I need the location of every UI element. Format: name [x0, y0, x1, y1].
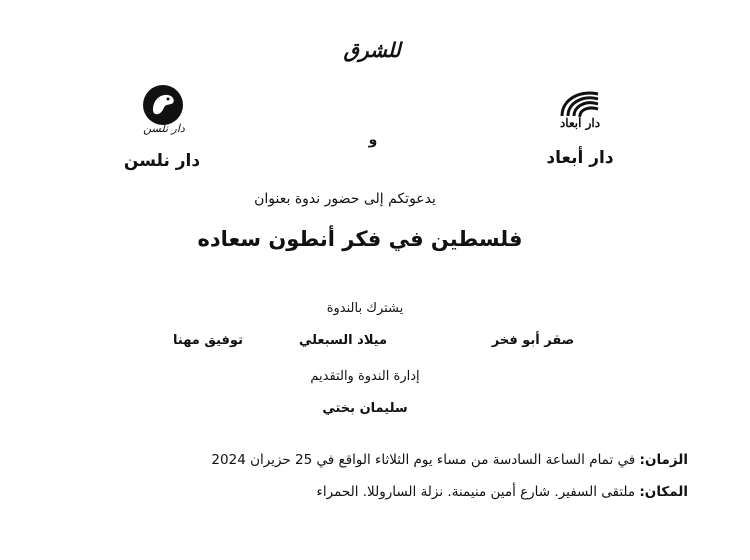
- conjunction: و: [368, 132, 378, 148]
- speaker-name: صقر أبو فخر: [491, 333, 575, 348]
- place-value: ملتقى السفير. شارع أمين منيمنة. نزلة الساروللا. الحمراء: [316, 484, 640, 500]
- moderation-label: إدارة الندوة والتقديم: [310, 369, 420, 384]
- nelson-logo-caption: دار نلسن: [143, 122, 185, 135]
- time-label: الزمان:: [639, 452, 688, 468]
- invitation-line: يدعوتكم إلى حضور ندوة بعنوان: [254, 191, 436, 207]
- time-value: في تمام الساعة السادسة من مساء يوم الثلاثاء الواقع في 25 حزيران 2024: [211, 452, 640, 468]
- participants-label: يشترك بالندوة: [326, 301, 404, 316]
- place-line: [317, 484, 688, 500]
- header-word: للشرق: [343, 38, 401, 62]
- time-line: [211, 452, 688, 468]
- nelson-publisher-name: دار نلسن: [123, 151, 201, 171]
- speaker-name: توفيق مهنا: [173, 333, 243, 348]
- moderator-name: سليمان بختي: [322, 401, 408, 416]
- abaad-publisher-name: دار أبعاد: [546, 148, 614, 168]
- speaker-name: ميلاد السبعلي: [298, 333, 388, 348]
- place-label: المكان:: [639, 484, 688, 500]
- seminar-title: فلسطين في فكر أنطون سعاده: [197, 227, 523, 251]
- abaad-logo-caption: دار أبعاد: [559, 116, 601, 130]
